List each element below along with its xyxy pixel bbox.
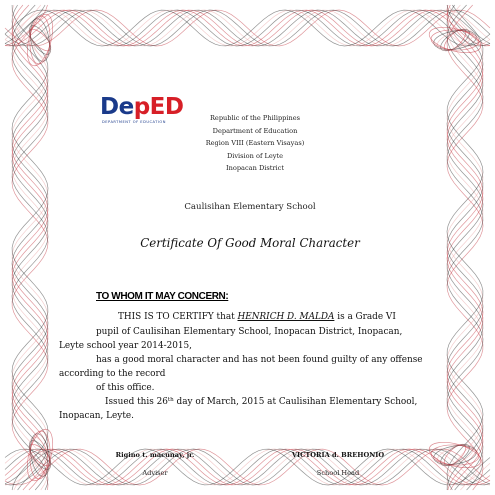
body-line-1-suffix: is a Grade VI (334, 312, 396, 322)
issuer-line: Inopacan District (226, 164, 284, 173)
issuer-line: Region VIII (Eastern Visayas) (205, 139, 305, 148)
signatory-name: VICTORIA d. BREHONIO (291, 451, 385, 459)
ribbon-right (447, 5, 483, 490)
ribbon-strand (5, 449, 490, 485)
body-line-7-prefix: Issued this 26 (105, 397, 168, 407)
body-line-7-ordinal: th (167, 397, 174, 403)
signatory-adviser-title-wrap (95, 469, 215, 477)
issuer-header (170, 112, 340, 175)
body-line-2: pupil of Caulisihan Elementary School, Inopacan District, Inopacan, (96, 327, 403, 337)
body-line-7-suffix: day of March, 2015 at Caulisihan Elementary School, (173, 397, 418, 407)
pupil-name: HENRICH D. MALDA (237, 312, 335, 322)
ribbon-top (5, 10, 490, 46)
ribbon-strand (437, 25, 472, 55)
ribbon-strand (25, 22, 55, 57)
signatory-school-head (278, 451, 398, 459)
signatory-adviser (95, 451, 215, 459)
body-line-6: of this office. (96, 383, 155, 393)
signatory-school-head-title-wrap (278, 469, 398, 477)
body-line-7 (105, 397, 417, 407)
salutation: TO WHOM IT MAY CONCERN: (96, 291, 229, 302)
body-line-1-prefix: THIS IS TO CERTIFY that (118, 312, 238, 322)
body-line-8: Inopacan, Leyte. (59, 411, 134, 421)
deped-logo-part-de: De (100, 94, 134, 120)
body-line-4: has a good moral character and has not been found guilty of any offense (96, 355, 423, 365)
deped-logo-subtitle: DEPARTMENT OF EDUCATION (102, 120, 166, 124)
issuer-line: Republic of the Philippines (209, 114, 301, 122)
body-line-1 (118, 312, 396, 322)
signatory-name: Rigino t. macunay, jr. (115, 451, 195, 459)
signatory-title: School Head (316, 469, 360, 477)
ribbon-bottom (5, 449, 490, 485)
ribbon-left (12, 5, 48, 490)
deped-logo-part-p: p (133, 94, 150, 120)
certificate-title: Certificate Of Good Moral Character (140, 236, 360, 250)
deped-logo-part-ed: ED (149, 94, 184, 120)
issuer-line: Department of Education (212, 126, 298, 135)
signatory-title: Adviser (142, 469, 168, 477)
school-name: Caulisihan Elementary School (184, 202, 316, 212)
body-line-3: Leyte school year 2014-2015, (59, 341, 192, 351)
body-line-5: according to the record (59, 369, 166, 379)
issuer-line: Division of Leyte (226, 151, 284, 160)
